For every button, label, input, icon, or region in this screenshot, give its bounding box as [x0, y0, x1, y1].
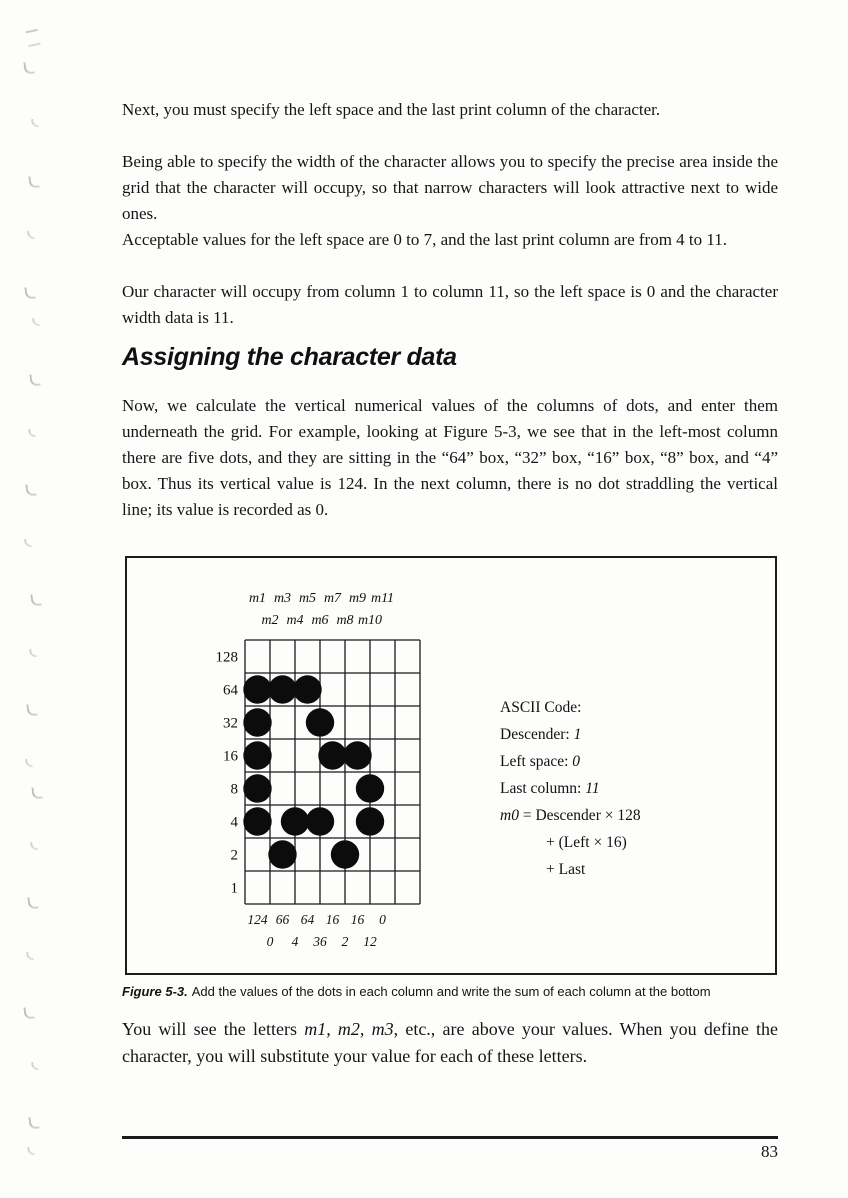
svg-text:36: 36 [313, 934, 327, 949]
svg-text:m11: m11 [370, 591, 395, 606]
scan-binding-artifact [29, 649, 38, 658]
m0-formula-line: m0 = Descender × 128 [500, 807, 641, 824]
figure-caption [122, 984, 792, 1000]
scan-binding-artifact [30, 594, 41, 607]
scan-binding-artifact [29, 374, 40, 387]
svg-text:16: 16 [350, 912, 365, 927]
descender-line: Descender: 1 [500, 726, 582, 743]
svg-text:m6: m6 [311, 613, 329, 628]
scan-binding-artifact [25, 759, 34, 768]
svg-text:m8: m8 [336, 613, 354, 628]
scan-binding-artifact [31, 787, 42, 800]
svg-text:12: 12 [363, 934, 377, 949]
svg-text:m2: m2 [261, 613, 279, 628]
svg-text:m7: m7 [323, 591, 342, 606]
paragraph: Next, you must specify the left space and the last print column of the character. [122, 100, 661, 119]
svg-text:16: 16 [325, 912, 340, 927]
svg-text:1: 1 [230, 880, 238, 897]
svg-text:4: 4 [291, 934, 299, 949]
left-space-line: Left space: 0 [500, 753, 581, 770]
scan-binding-artifact [28, 176, 39, 189]
character-dot-grid [127, 558, 527, 973]
svg-text:64: 64 [300, 912, 315, 927]
svg-text:8: 8 [230, 781, 238, 798]
scan-binding-artifact [27, 1147, 36, 1156]
svg-text:2: 2 [230, 847, 238, 864]
svg-text:66: 66 [275, 912, 290, 927]
svg-text:m10: m10 [357, 613, 383, 628]
svg-text:32: 32 [223, 715, 238, 732]
figure-caption-label: Figure 5-3. [122, 984, 188, 999]
svg-text:16: 16 [223, 748, 238, 765]
grid-column-sums [247, 912, 386, 949]
scan-binding-artifact [30, 842, 39, 851]
svg-text:m1: m1 [248, 591, 267, 606]
svg-text:4: 4 [230, 814, 238, 831]
svg-text:2: 2 [341, 934, 349, 949]
scan-binding-artifact [24, 287, 35, 300]
scan-binding-artifact [23, 1007, 34, 1020]
svg-text:m5: m5 [298, 591, 317, 606]
scan-binding-artifact [25, 484, 36, 497]
svg-text:124: 124 [247, 912, 268, 927]
figure-5-3-box [125, 556, 777, 975]
grid-lines [245, 640, 420, 904]
figure-side-notes [500, 694, 760, 883]
scan-binding-artifact [26, 704, 37, 717]
grid-row-labels [216, 650, 239, 897]
scan-binding-artifact [27, 897, 38, 910]
section-heading: Assigning the character data [122, 343, 457, 371]
scan-smudge-artifact [25, 29, 40, 47]
paragraph: Now, we calculate the vertical numerical values of the columns of dots, and enter them underneath the grid. For example, looking at Figure 5-3, we see that in the left-most column there are five dots, and they are sitting in the “64” box, “32” box, “16” box, “8” box, and “4” box. Thus its vertical value is 124. In the next column, there is no dot straddling the vertical line; its value is recorded as 0. [122, 396, 778, 519]
scan-binding-artifact [27, 231, 36, 240]
scan-binding-artifact [28, 1117, 39, 1130]
svg-text:0: 0 [379, 912, 386, 927]
scan-binding-artifact [24, 539, 33, 548]
formula-left-line: + (Left × 16) [546, 834, 627, 851]
scan-binding-artifact [23, 62, 34, 75]
svg-text:128: 128 [215, 649, 238, 666]
ascii-code-line: ASCII Code: [500, 699, 582, 716]
grid-top-labels [249, 591, 394, 628]
svg-text:0: 0 [266, 934, 274, 949]
paragraph: Being able to specify the width of the character allows you to specify the precise area inside the grid that the character will occupy, so that narrow characters will look attractive next to wide ones. [122, 152, 778, 223]
scan-binding-artifact [32, 318, 41, 327]
svg-text:m4: m4 [286, 613, 304, 628]
page-number: 83 [761, 1142, 778, 1161]
svg-text:m9: m9 [348, 591, 367, 606]
paragraph: Acceptable values for the left space are 0 to 7, and the last print column are from 4 to 11. [122, 230, 728, 249]
figure-caption-text: Add the values of the dots in each column and write the sum of each column at the bottom [191, 984, 711, 999]
svg-text:m3: m3 [273, 591, 292, 606]
paragraph: You will see the letters m1, m2, m3, etc., are above your values. When you define the character, you will substitute your value for each of these letters. [122, 1019, 779, 1066]
scan-binding-artifact [31, 1062, 40, 1071]
last-column-line: Last column: 11 [500, 780, 600, 797]
scan-binding-artifact [26, 952, 35, 961]
paragraph: Our character will occupy from column 1 to column 11, so the left space is 0 and the character width data is 11. [122, 282, 778, 327]
formula-last-line: + Last [546, 861, 586, 878]
footer-rule [122, 1136, 778, 1139]
svg-text:64: 64 [223, 682, 238, 699]
scan-binding-artifact [31, 119, 40, 128]
scan-binding-artifact [28, 429, 37, 438]
